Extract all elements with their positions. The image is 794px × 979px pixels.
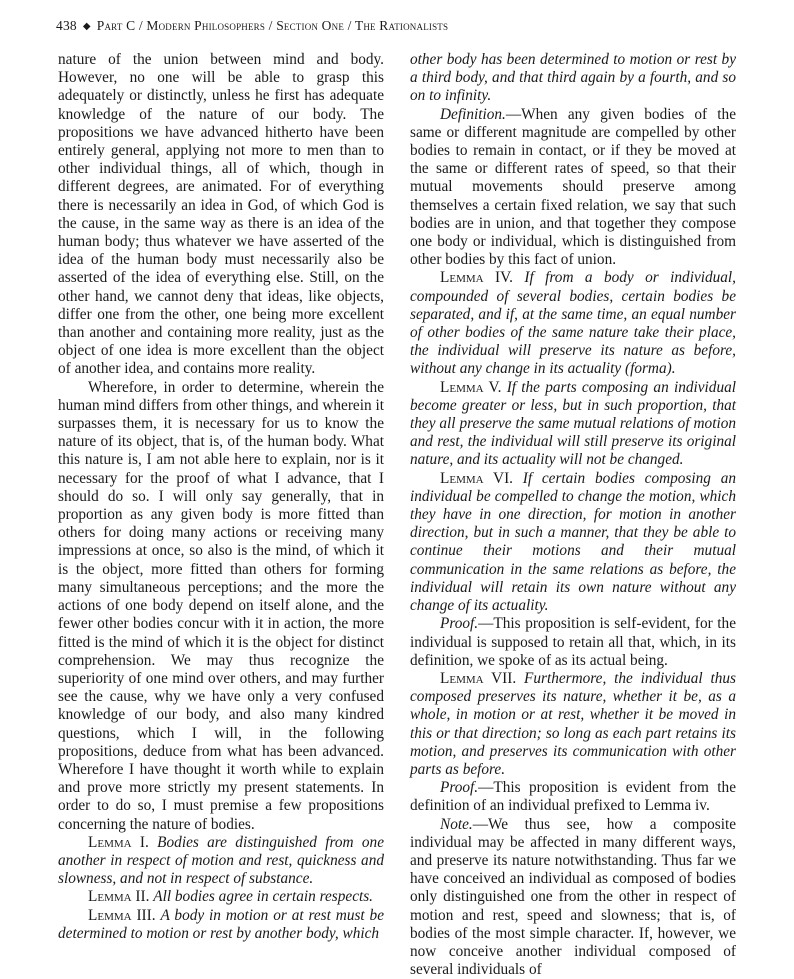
diamond-separator-icon: ◆: [82, 21, 91, 32]
lemma-1-label: Lemma I.: [88, 833, 149, 851]
definition-text: —When any given bodies of the same or different magnitude are compelled by other bodies to remain in contact, or if they be moved at the same or different rates of speed, so that their mutual movements should preserve among themselves a certain fixed relation, we say that such bodies are in union, and that together they compose one body or individual, which is distinguished from other bodies by this fact of union.: [410, 105, 736, 269]
proof-2-text: —This proposition is evident from the definition of an individual prefixed to Lemma iv.: [410, 779, 736, 815]
lemma-3: [58, 907, 384, 943]
running-head: [56, 18, 736, 34]
proof-1: [410, 615, 736, 670]
lemma-7-label: Lemma VII.: [440, 669, 517, 687]
paragraph-union-mind-body: nature of the union between mind and body. However, no one will be able to grasp this adequately or distinctly, unless he first has adequate knowledge of the nature of our body. The propositions we have advanced hitherto have been entirely general, applying not more to men than to other individual things, all of which, though in different degrees, are animated. For of everything there is necessarily an idea in God, of which God is the cause, in the same way as there is an idea of the human body; thus whatever we have asserted of the idea of the human body must necessarily also be asserted of the idea of everything else. Still, on the other hand, we cannot deny that ideas, like objects, differ one from the other, one being more excellent than another and containing more reality, just as the object of one idea is more excellent than the object of another idea, and contains more reality.: [58, 51, 384, 378]
lemma-5-text: If the parts composing an individual become greater or less, but in such proportion, that they all preserve the same mutual relations of motion and rest, the individual will still preserve its original nature, and its actuality will not be changed.: [410, 378, 737, 469]
lemma-4-label: Lemma IV.: [440, 269, 513, 287]
lemma-2-text: All bodies agree in certain respects.: [153, 888, 374, 906]
lemma-6-text: If certain bodies composing an individual be compelled to change the motion, which they have in one direction, for motion in another direction, but in such a manner, that they be able to continue their motions and their mutual communication in the same relations as before, the individual will retain its own nature without any change of its actuality.: [410, 469, 736, 615]
lemma-3-continued: other body has been determined to motion or rest by a third body, and that third again by a fourth, and so on to infinity.: [410, 51, 736, 105]
page-number: 438: [56, 18, 77, 33]
lemma-6-label: Lemma VI.: [440, 469, 514, 487]
lemma-5: [410, 379, 736, 470]
proof-2: [410, 779, 736, 815]
left-column: [58, 51, 384, 943]
lemma-2-label: Lemma II.: [88, 888, 150, 906]
paragraph-wherefore: Wherefore, in order to determine, wherein the human mind differs from other things, and wherein it surpasses them, it is necessary for us to know the nature of its object, that is, of the human body. What this nature is, I am not able here to explain, nor is it necessary for the proof of what I advance, that I should do so. I will only say generally, that in proportion as any given body is more fitted than others for doing many actions or receiving many impressions at once, so also is the mind, of which it is the object, more fitted than others for forming many simultaneous perceptions; and the more the actions of one body depend on itself alone, and the fewer other bodies concur with it in action, the more fitted is the mind of which it is the object for distinct comprehension. We may thus recognize the superiority of one mind over others, and may further see the cause, why we have only a very confused knowledge of our body, and also many kindred questions, which I will, in the following propositions, deduce from what has been advanced. Wherefore I have thought it worth while to explain and prove more strictly my present statements. In order to do so, I must premise a few propositions concerning the nature of bodies.: [58, 378, 384, 833]
note-label: Note.: [440, 815, 473, 833]
definition: [410, 106, 736, 270]
lemma-7-text: Furthermore, the individual thus composed preserves its nature, whether it be, as a whole, in motion or at rest, whether it be moved in this or that direction; so long as each part retains its motion, and preserves its communication with other parts as before.: [410, 669, 736, 778]
lemma-1: [58, 834, 384, 889]
lemma-3-text: A body in motion or at rest must be determined to motion or rest by another body, which: [58, 906, 384, 942]
lemma-1-text: Bodies are distinguished from one another in respect of motion and rest, quickness and slowness, and not in respect of substance.: [58, 833, 384, 888]
lemma-3-label: Lemma III.: [88, 906, 156, 924]
running-head-title: Part C / Modern Philosophers / Section One / The Rationalists: [96, 18, 449, 33]
lemma-2: [58, 888, 384, 906]
lemma-6: [410, 470, 736, 616]
proof-2-label: Proof.: [440, 779, 479, 797]
lemma-7: [410, 670, 736, 779]
proof-1-label: Proof.: [440, 615, 479, 633]
note-text: —We thus see, how a composite individual may be affected in many different ways, and preserve its nature notwithstanding. Thus far we have conceived an individual as composed of bodies only distinguished one from the other in respect of motion and rest, speed and slowness; that is, of bodies of the most simple character. If, however, we now conceive another individual composed of several individuals of: [410, 815, 736, 979]
note: [410, 816, 736, 979]
lemma-5-label: Lemma V.: [440, 378, 502, 396]
lemma-4: [410, 269, 736, 378]
right-column: [410, 51, 736, 979]
proof-1-text: —This proposition is self-evident, for the individual is supposed to retain all that, which, in its definition, we spoke of as its actual being.: [410, 615, 736, 669]
lemma-4-text: If from a body or individual, compounded of several bodies, certain bodies be separated, and if, at the same time, an equal number of other bodies of the same nature take their place, the individual will preserve its nature as before, without any change in its actuality (forma).: [410, 269, 736, 378]
definition-label: Definition.: [440, 105, 506, 123]
